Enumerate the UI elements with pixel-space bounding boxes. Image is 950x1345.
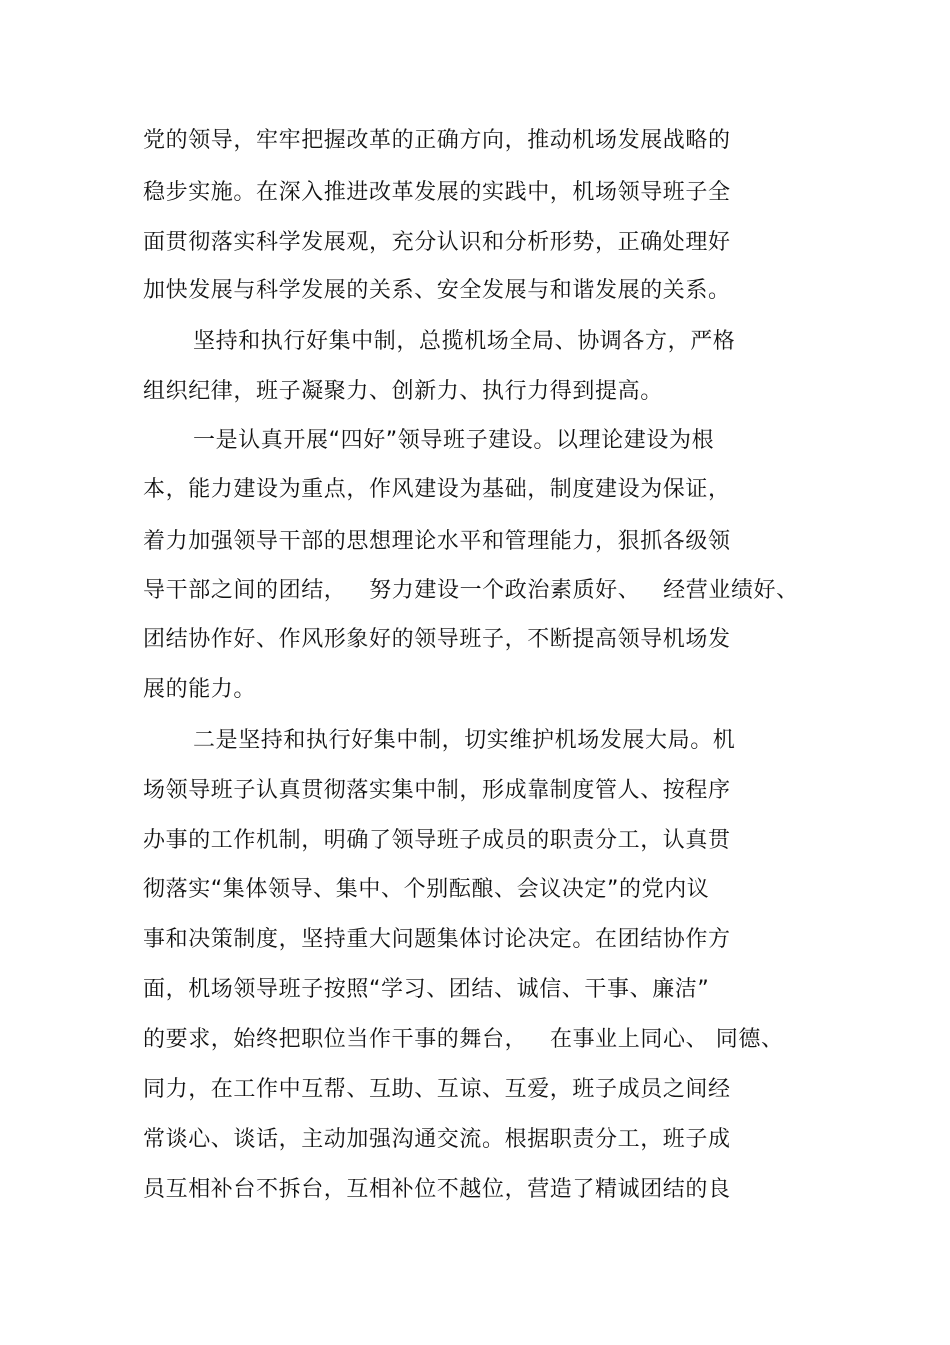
- text-line-12: 展的能力。: [143, 677, 257, 702]
- text-line-22: 员互相补台不拆台，互相补位不越位，营造了精诚团结的良: [143, 1177, 731, 1202]
- text-line-14: 场领导班子认真贯彻落实集中制，形成靠制度管人、按程序: [143, 778, 731, 803]
- text-line-6: 组织纪律，班子凝聚力、创新力、执行力得到提高。: [143, 379, 663, 404]
- text-line-5: 坚持和执行好集中制，总揽机场全局、协调各方，严格: [193, 329, 736, 354]
- text-line-9: 着力加强领导干部的思想理论水平和管理能力，狠抓各级领: [143, 529, 731, 554]
- text-line-8: 本，能力建设为重点，作风建设为基础，制度建设为保证，: [143, 477, 731, 502]
- text-line-17: 事和决策制度，坚持重大问题集体讨论决定。在团结协作方: [143, 927, 731, 952]
- text-line-10: 导干部之间的团结， 努力建设一个政治素质好、 经营业绩好、: [143, 578, 799, 603]
- text-line-2: 稳步实施。在深入推进改革发展的实践中，机场领导班子全: [143, 180, 731, 205]
- text-line-13: 二是坚持和执行好集中制，切实维护机场发展大局。机: [193, 728, 736, 753]
- text-line-1: 党的领导，牢牢把握改革的正确方向，推动机场发展战略的: [143, 128, 731, 153]
- text-line-15: 办事的工作机制，明确了领导班子成员的职责分工，认真贯: [143, 828, 731, 853]
- text-line-19: 的要求，始终把职位当作干事的舞台， 在事业上同心、 同德、: [143, 1027, 784, 1052]
- text-line-20: 同力，在工作中互帮、互助、互谅、互爱，班子成员之间经: [143, 1077, 731, 1102]
- text-line-21: 常谈心、谈话，主动加强沟通交流。根据职责分工，班子成: [143, 1127, 731, 1152]
- text-line-3: 面贯彻落实科学发展观，充分认识和分析形势，正确处理好: [143, 230, 731, 255]
- text-line-7: 一是认真开展“四好”领导班子建设。以理论建设为根: [193, 428, 715, 453]
- text-line-11: 团结协作好、作风形象好的领导班子，不断提高领导机场发: [143, 627, 731, 652]
- text-line-18: 面，机场领导班子按照“学习、团结、诚信、干事、廉洁”: [143, 977, 710, 1002]
- text-line-16: 彻落实“集体领导、集中、个别酝酿、会议决定”的党内议: [143, 877, 710, 902]
- text-line-4: 加快发展与科学发展的关系、安全发展与和谐发展的关系。: [143, 278, 731, 303]
